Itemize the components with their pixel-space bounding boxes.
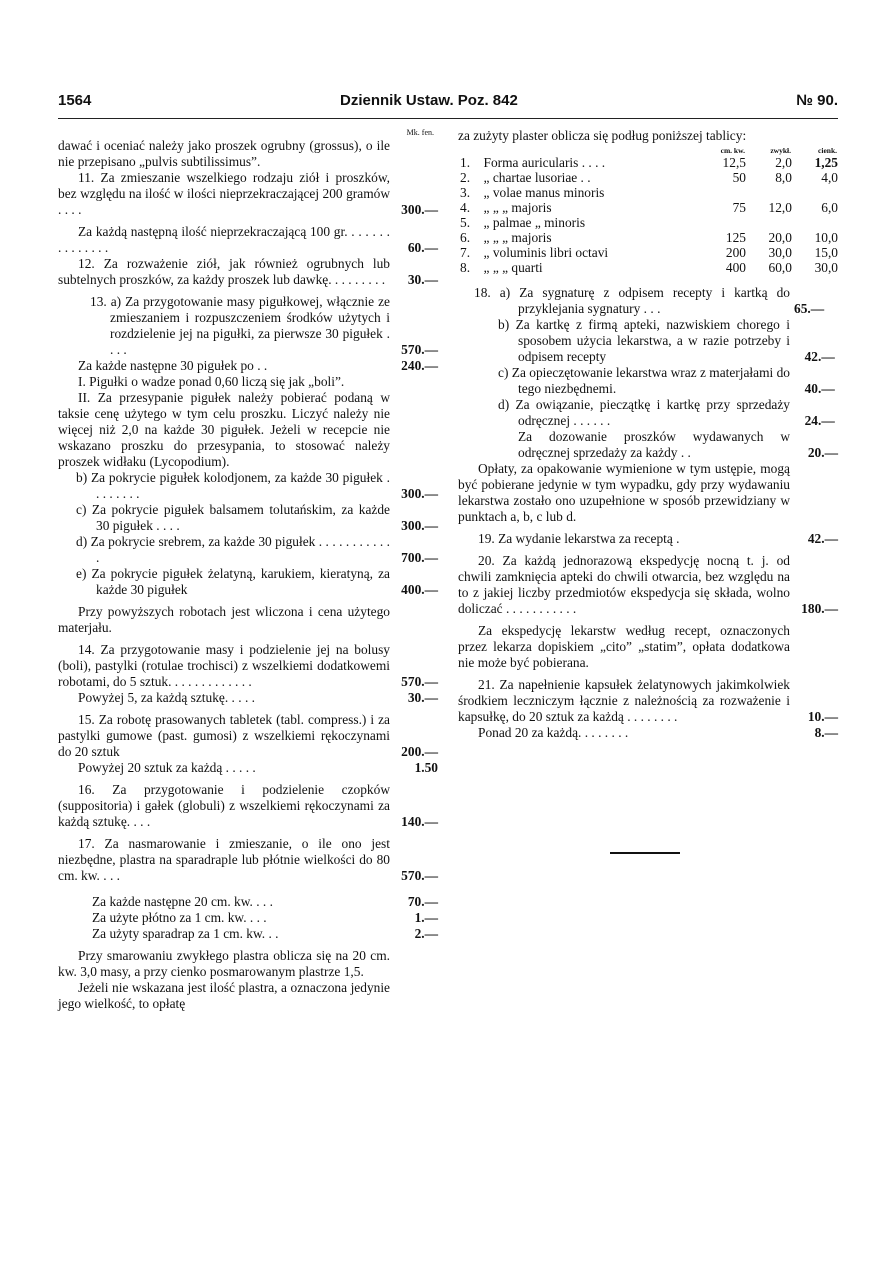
left-column [58, 128, 440, 1012]
table-header: cm. kw. [720, 146, 745, 155]
list-item: dawać i oceniać należy jako proszek ogrubny (grossus), o ile nie przepisano „pulvis subtilissimus”. [58, 138, 390, 169]
list-item: 13. a) Za przygotowanie masy pigułkowej, włącznie ze zmieszaniem i rozpuszczeniem środków użytych i rozdzielenie jej na pigułki, za pierwsze 30 pigułek . . . . 570.— [90, 294, 438, 357]
list-item: 14. Za przygotowanie masy i podzielenie jej na bolusy (boli), pastylki (rotulae trochisci) z wszelkiemi dodatkowemi robotami, do 5 sztuk. . . . . . . . . . . . . 570.— [58, 642, 438, 689]
list-item: Jeżeli nie wskazana jest ilość plastra, a oznaczona jedynie jego wielkość, to opłatę [58, 980, 390, 1011]
list-item: 21. Za napełnienie kapsułek żelatynowych jakimkolwiek środkiem leczniczym łącznie z należnością za rozważenie i kapsułkę, do 20 sztuk za każdą . . . . . . . . 10.— [458, 677, 838, 724]
issue-number: № 90. [796, 92, 838, 109]
table-row: 2. „ chartae lusoriae . . 50 8,0 4,0 [460, 170, 838, 185]
list-item: 16. Za przygotowanie i podzielenie czopków (suppositoria) i gałek (globuli) z wszelkiemi rękoczynami za każdą sztukę. . . . 140.— [58, 782, 438, 829]
end-rule [610, 852, 680, 854]
list-item: 20. Za każdą jednorazową ekspedycję nocną t. j. od chwili zamknięcia apteki do chwili otwarcia, bez względu na to z jakiej liczby przedmiotów ekspedycja się składa, wolno doliczać . . . . . . . . . . . 180.— [458, 553, 838, 616]
list-item: 19. Za wydanie lekarstwa za receptą . 42.— [478, 531, 838, 546]
table-intro: za zużyty plaster oblicza się podług poniższej tablicy: [458, 128, 747, 143]
list-item: 18. a) Za sygnaturę z odpisem recepty i kartką do przyklejania sygnatury . . . 65.— [474, 285, 825, 316]
table-header: zwykł. [770, 146, 791, 155]
right-column [458, 128, 840, 741]
list-item: d) Za pokrycie srebrem, za każde 30 pigułek . . . . . . . . . . . . 700.— [76, 534, 438, 565]
list-item: b) Za kartkę z firmą apteki, nazwiskiem chorego i sposobem użycia lekarstwa, a w razie potrzeby i odpisem recepty 42.— [498, 317, 835, 364]
list-item: Za użyty sparadrap za 1 cm. kw. . . 2.— [92, 926, 438, 941]
list-item: c) Za opieczętowanie lekarstwa wraz z materjałami do tego niezbędnemi. 40.— [498, 365, 835, 396]
table-header-row [458, 146, 840, 155]
list-item: d) Za owiązanie, pieczątkę i kartkę przy sprzedaży odręcznej . . . . . . 24.— [498, 397, 835, 428]
list-item: Za każde następne 30 pigułek po . . 240.— [78, 358, 438, 373]
journal-title: Dziennik Ustaw. Poz. 842 [340, 92, 518, 109]
list-item: Za każdą następną ilość nieprzekraczającą 100 gr. . . . . . . . . . . . . . . 60.— [58, 224, 438, 255]
list-item: 12. Za rozważenie ziół, jak również ogrubnych lub subtelnych proszków, za każdy proszek lub dawkę. . . . . . . . . 30.— [58, 256, 438, 287]
list-item: Opłaty, za opakowanie wymienione w tym ustępie, mogą być pobierane jedynie w tym wypadku, gdy przy wydawaniu lekarstwa zostało ono uzupełnione w sposób przewidziany w punktach a, b, c lub d. [458, 461, 790, 524]
list-item: Przy powyższych robotach jest wliczona i cena użytego materjału. [58, 604, 390, 635]
page-header [58, 92, 838, 116]
table-row: 4. „ „ „ majoris 75 12,0 6,0 [460, 200, 838, 215]
table-row: 5. „ palmae „ minoris [460, 215, 586, 230]
list-item: Ponad 20 za każdą. . . . . . . . 8.— [478, 725, 838, 740]
plaster-table [458, 146, 840, 275]
list-item: Za każde następne 20 cm. kw. . . . 70.— [92, 894, 438, 909]
page-number: 1564 [58, 92, 92, 109]
list-item: b) Za pokrycie pigułek kolodjonem, za każde 30 pigułek . . . . . . . . 300.— [76, 470, 438, 501]
list-item: 15. Za robotę prasowanych tabletek (tabl. compress.) i za pastylki gumowe (past. gumosi) z wszelkiemi rękoczynami do 20 sztuk 200.— [58, 712, 438, 759]
list-item: I. Pigułki o wadze ponad 0,60 liczą się jak „boli”. [78, 374, 345, 389]
currency-header: Mk. fen. [406, 128, 434, 137]
table-row: 1. Forma auricularis . . . . 12,5 2,0 1,25 [460, 155, 838, 170]
table-row: 8. „ „ „ quarti 400 60,0 30,0 [460, 260, 838, 275]
list-item: Za ekspedycję lekarstw według recept, oznaczonych przez lekarza dopiskiem „cito” „statim”, opłata dodatkowa nie może być pobierana. [458, 623, 790, 670]
table-row: 3. „ volae manus minoris [460, 185, 605, 200]
list-item: 11. Za zmieszanie wszelkiego rodzaju ziół i proszków, bez względu na ilość w ilości nieprzekraczającej 200 gramów . . . . 300.— [58, 170, 438, 217]
list-item: Powyżej 20 sztuk za każdą . . . . . 1.50 [78, 760, 438, 775]
list-item: Powyżej 5, za każdą sztukę. . . . . 30.— [78, 690, 438, 705]
list-item: Przy smarowaniu zwykłego plastra oblicza się na 20 cm. kw. 3,0 masy, a przy cienko posmarowanym plastrze 1,5. [58, 948, 390, 979]
header-rule [58, 118, 838, 119]
table-row: 6. „ „ „ majoris 125 20,0 10,0 [460, 230, 838, 245]
list-item: 17. Za nasmarowanie i zmieszanie, o ile ono jest niezbędne, plastra na sparadraple lub płótnie wielkości do 80 cm. kw. . . . 570.— [58, 836, 438, 883]
list-item: Za dozowanie proszków wydawanych w odręcznej sprzedaży za każdy . . 20.— [518, 429, 838, 460]
list-item: Za użyte płótno za 1 cm. kw. . . . 1.— [92, 910, 438, 925]
table-row: 7. „ voluminis libri octavi 200 30,0 15,0 [460, 245, 838, 260]
list-item: II. Za przesypanie pigułek należy pobierać podaną w taksie cenę użytego w tym celu proszku. Liczyć należy nie więcej niż 2,0 na każde 30 pigułek. Jeżeli w recepcie nie wskazano proszku do przesypania, to stosować należy proszek widłaku (Lycopodium). [58, 390, 390, 469]
list-item: e) Za pokrycie pigułek żelatyną, karukiem, kieratyną, za każde 30 pigułek 400.— [76, 566, 438, 597]
list-item: c) Za pokrycie pigułek balsamem tolutańskim, za każde 30 pigułek . . . . 300.— [76, 502, 438, 533]
table-header: cienk. [818, 146, 837, 155]
